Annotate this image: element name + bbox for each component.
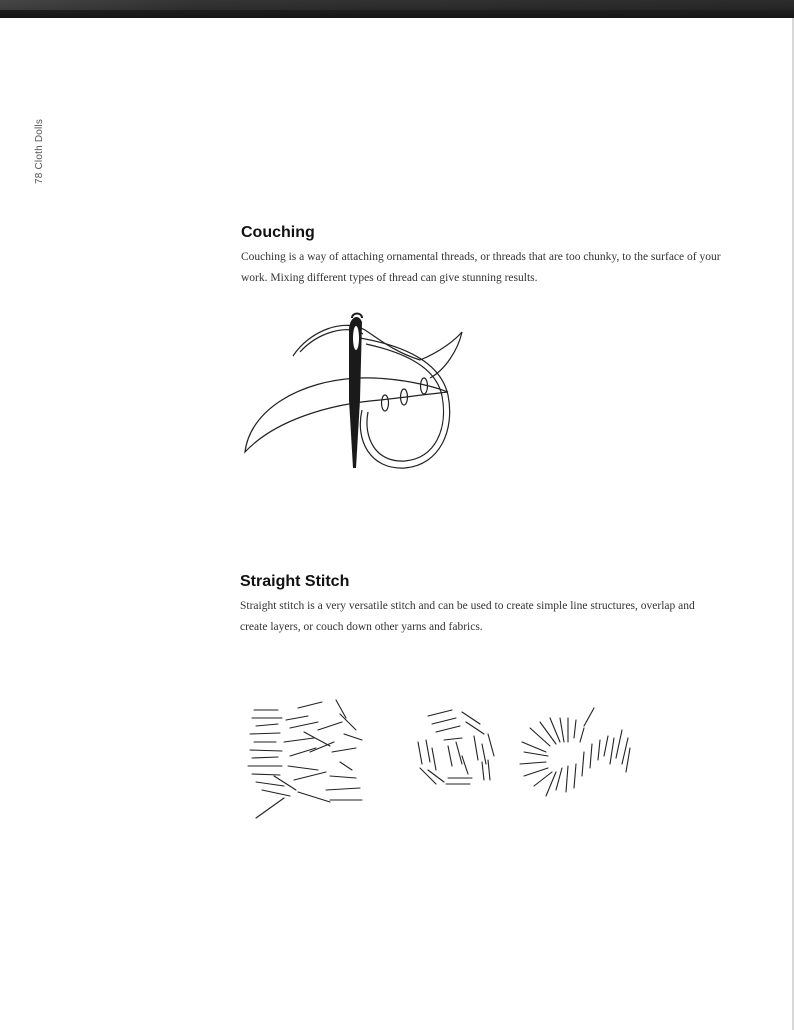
- straight-stitch-heading: Straight Stitch: [240, 573, 350, 590]
- running-head-text: 78 Cloth Dolls: [34, 118, 45, 184]
- straight-stitch-description: Straight stitch is a very versatile stitch and can be used to create simple line structures, overlap and create layers, or couch down other yarns and fabrics.: [240, 600, 695, 633]
- couching-description: Couching is a way of attaching ornamental threads, or threads that are too chunky, to the surface of your work. Mixing different types of thread can give stunning results.: [241, 251, 721, 284]
- couching-heading: Couching: [241, 224, 315, 241]
